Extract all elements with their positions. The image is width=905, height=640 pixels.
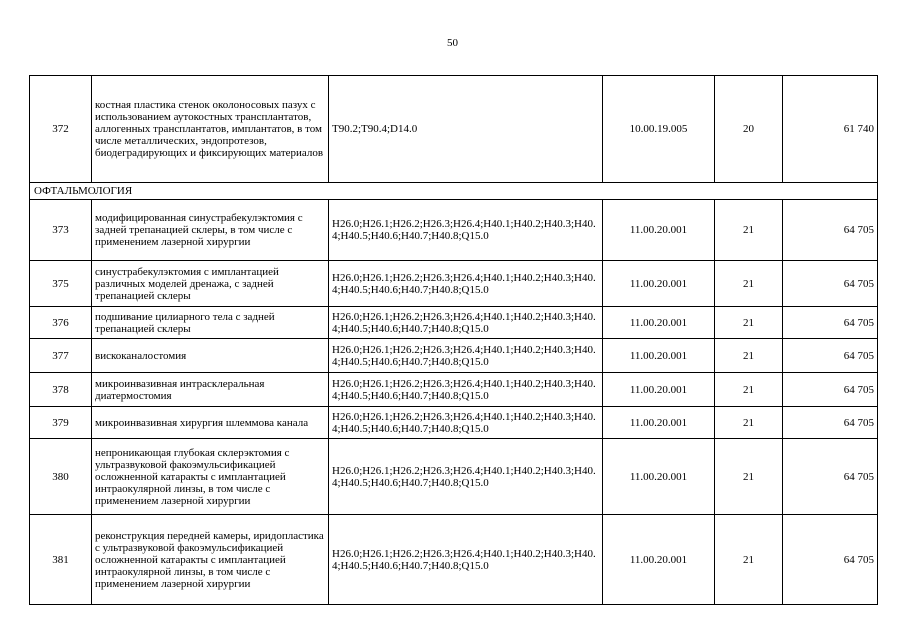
method-code: 11.00.20.001: [603, 515, 715, 605]
table-row: [30, 339, 878, 373]
procedure-name: непроникающая глубокая склерэктомия с ультразвуковой факоэмульсификацией осложненной катаракты с имплантацией интраокулярной линзы, в том числе с применением лазерной хирургии: [92, 439, 329, 515]
procedure-name: микроинвазивная интрасклеральная диатермостомия: [92, 373, 329, 407]
icd-codes: H26.0;H26.1;H26.2;H26.3;H26.4;H40.1;H40.2;H40.3;H40.4;H40.5;H40.6;H40.7;H40.8;Q15.0: [329, 200, 603, 261]
method-code: 10.00.19.005: [603, 76, 715, 183]
group-number: 21: [715, 200, 783, 261]
method-code: 11.00.20.001: [603, 200, 715, 261]
method-code: 11.00.20.001: [603, 439, 715, 515]
row-number: 379: [30, 407, 92, 439]
procedure-name: подшивание цилиарного тела с задней трепанацией склеры: [92, 307, 329, 339]
method-code: 11.00.20.001: [603, 307, 715, 339]
icd-codes: H26.0;H26.1;H26.2;H26.3;H26.4;H40.1;H40.2;H40.3;H40.4;H40.5;H40.6;H40.7;H40.8;Q15.0: [329, 407, 603, 439]
procedure-name: костная пластика стенок околоносовых пазух с использованием аутокостных трансплантатов, аллогенных трансплантатов, имплантатов, в том числе металлических, эндопротезов, биодеградирующих и фиксирующих материалов: [92, 76, 329, 183]
table-row: [30, 439, 878, 515]
group-number: 21: [715, 261, 783, 307]
group-number: 21: [715, 515, 783, 605]
icd-codes: T90.2;T90.4;D14.0: [329, 76, 603, 183]
row-number: 378: [30, 373, 92, 407]
cost-value: 64 705: [783, 439, 878, 515]
procedure-name: реконструкция передней камеры, иридопластика с ультразвуковой факоэмульсификацией осложненной катаракты с имплантацией интраокулярной линзы, в том числе с применением лазерной хирургии: [92, 515, 329, 605]
procedure-name: микроинвазивная хирургия шлеммова канала: [92, 407, 329, 439]
icd-codes: H26.0;H26.1;H26.2;H26.3;H26.4;H40.1;H40.2;H40.3;H40.4;H40.5;H40.6;H40.7;H40.8;Q15.0: [329, 307, 603, 339]
icd-codes: H26.0;H26.1;H26.2;H26.3;H26.4;H40.1;H40.2;H40.3;H40.4;H40.5;H40.6;H40.7;H40.8;Q15.0: [329, 339, 603, 373]
group-number: 21: [715, 407, 783, 439]
cost-value: 64 705: [783, 407, 878, 439]
cost-value: 64 705: [783, 515, 878, 605]
cost-value: 64 705: [783, 339, 878, 373]
page-number: 50: [447, 37, 458, 49]
table-row: [30, 515, 878, 605]
procedure-name: модифицированная синустрабекулэктомия с задней трепанацией склеры, в том числе с применением лазерной хирургии: [92, 200, 329, 261]
group-number: 20: [715, 76, 783, 183]
table-row: [30, 76, 878, 183]
row-number: 376: [30, 307, 92, 339]
row-number: 373: [30, 200, 92, 261]
icd-codes: H26.0;H26.1;H26.2;H26.3;H26.4;H40.1;H40.2;H40.3;H40.4;H40.5;H40.6;H40.7;H40.8;Q15.0: [329, 261, 603, 307]
method-code: 11.00.20.001: [603, 407, 715, 439]
row-number: 380: [30, 439, 92, 515]
group-number: 21: [715, 307, 783, 339]
procedures-table: [29, 75, 878, 605]
row-number: 372: [30, 76, 92, 183]
section-row: [30, 183, 878, 200]
method-code: 11.00.20.001: [603, 339, 715, 373]
row-number: 375: [30, 261, 92, 307]
cost-value: 61 740: [783, 76, 878, 183]
group-number: 21: [715, 339, 783, 373]
table-row: [30, 307, 878, 339]
icd-codes: H26.0;H26.1;H26.2;H26.3;H26.4;H40.1;H40.2;H40.3;H40.4;H40.5;H40.6;H40.7;H40.8;Q15.0: [329, 515, 603, 605]
icd-codes: H26.0;H26.1;H26.2;H26.3;H26.4;H40.1;H40.2;H40.3;H40.4;H40.5;H40.6;H40.7;H40.8;Q15.0: [329, 373, 603, 407]
row-number: 381: [30, 515, 92, 605]
table-row: [30, 200, 878, 261]
cost-value: 64 705: [783, 373, 878, 407]
method-code: 11.00.20.001: [603, 373, 715, 407]
row-number: 377: [30, 339, 92, 373]
table-row: [30, 261, 878, 307]
table-row: [30, 373, 878, 407]
group-number: 21: [715, 439, 783, 515]
cost-value: 64 705: [783, 200, 878, 261]
cost-value: 64 705: [783, 307, 878, 339]
procedure-name: синустрабекулэктомия с имплантацией различных моделей дренажа, с задней трепанацией склеры: [92, 261, 329, 307]
group-number: 21: [715, 373, 783, 407]
cost-value: 64 705: [783, 261, 878, 307]
icd-codes: H26.0;H26.1;H26.2;H26.3;H26.4;H40.1;H40.2;H40.3;H40.4;H40.5;H40.6;H40.7;H40.8;Q15.0: [329, 439, 603, 515]
method-code: 11.00.20.001: [603, 261, 715, 307]
table-row: [30, 407, 878, 439]
procedure-name: вискоканалостомия: [92, 339, 329, 373]
section-title: ОФТАЛЬМОЛОГИЯ: [30, 183, 878, 200]
